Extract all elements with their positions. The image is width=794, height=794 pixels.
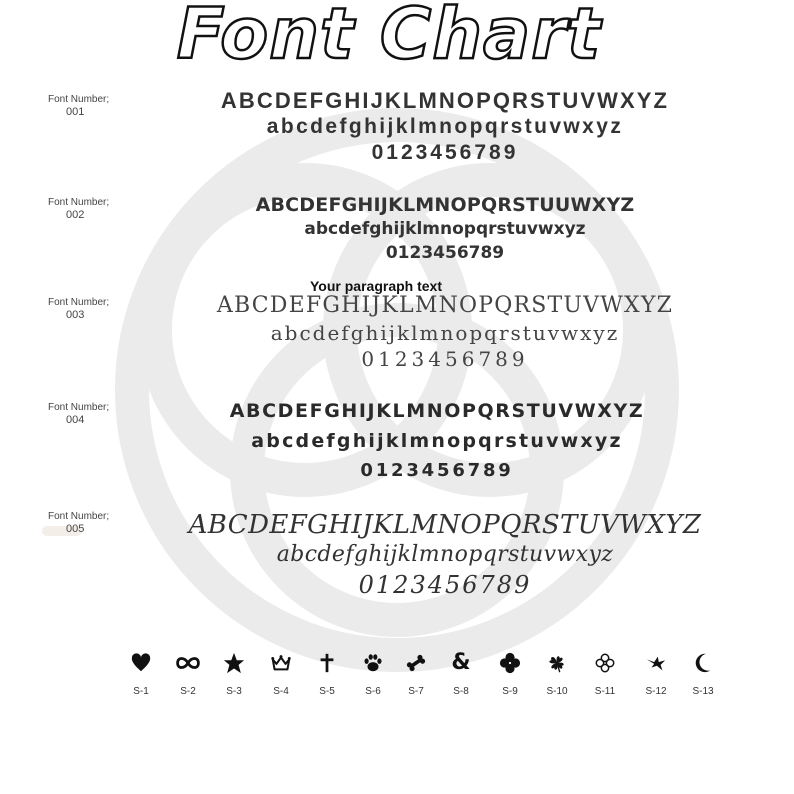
crown-icon (270, 652, 292, 674)
lowercase-sample: abcdefghijklmnopqrstuvwxyz (304, 219, 586, 239)
ampersand-icon: & (451, 650, 471, 675)
heart-icon (130, 652, 152, 674)
font-sample-004 (0, 396, 794, 486)
symbol-item (582, 650, 628, 697)
digits-sample: 0123456789 (361, 347, 529, 371)
uppercase-sample: ABCDEFGHIJKLMNOPQRSTUVWXYZ (188, 510, 702, 540)
font-number: 003 (66, 309, 85, 321)
font-sample-001 (0, 88, 794, 166)
digits-sample: 0123456789 (358, 571, 532, 599)
symbol-code: S-10 (546, 686, 568, 697)
symbol-code: S-2 (180, 686, 196, 697)
symbol-code: S-11 (594, 686, 616, 697)
symbol-item (393, 650, 439, 697)
lowercase-sample: abcdefghijklmnopqrstuvwxyz (266, 115, 624, 138)
clover-outline-icon (594, 652, 616, 674)
digits-sample: 0123456789 (360, 460, 514, 481)
symbol-item (350, 650, 396, 697)
moon-icon (692, 652, 714, 674)
symbol-item (211, 650, 257, 697)
symbol-code: S-12 (645, 686, 667, 697)
font-number: 004 (66, 414, 85, 426)
font-number-label: Font Number; (48, 402, 110, 413)
digits-sample: 0123456789 (371, 141, 519, 164)
symbol-item (633, 650, 679, 697)
symbol-item (487, 650, 533, 697)
symbol-item (258, 650, 304, 697)
clover-icon (546, 652, 568, 674)
font-number: 001 (66, 106, 85, 118)
digits-sample: 0123456789 (385, 243, 505, 263)
font-sample-003 (0, 292, 794, 372)
uppercase-sample: ABCDEFGHIJKLMNOPQRSTUVWXYZ (229, 400, 645, 422)
symbol-code: S-3 (226, 686, 242, 697)
lowercase-sample: abcdefghijklmnopqrstuvwxyz (276, 542, 614, 567)
symbol-code: S-9 (502, 686, 518, 697)
symbol-item (680, 650, 726, 697)
bird-icon (645, 652, 667, 674)
lowercase-sample: abcdefghijklmnopqrstuvwxyz (270, 321, 620, 345)
cross-icon (316, 652, 338, 674)
paragraph-placeholder: Your paragraph text (310, 278, 442, 294)
symbol-code: S-5 (319, 686, 335, 697)
font-number-label: Font Number; (48, 511, 110, 522)
font-number: 005 (66, 523, 85, 535)
font-number-label: Font Number; (48, 94, 110, 105)
uppercase-sample: ABCDEFGHIJKLMNOPQRSTUUWXYZ (255, 194, 635, 216)
font-sample-005 (0, 510, 794, 600)
paw-icon (362, 652, 384, 674)
symbol-code: S-4 (273, 686, 289, 697)
font-sample-002 (0, 192, 794, 266)
symbol-item (165, 650, 211, 697)
lowercase-sample: abcdefghijklmnopqrstuvwxyz (251, 430, 623, 452)
page-title: Font Chart (176, 0, 602, 75)
font-number-label: Font Number; (48, 297, 110, 308)
symbol-code: S-7 (408, 686, 424, 697)
font-number: 002 (66, 209, 85, 221)
flower-icon (499, 652, 521, 674)
uppercase-sample: ABCDEFGHIJKLMNOPQRSTUVWXYZ (216, 293, 674, 318)
symbol-code: S-6 (365, 686, 381, 697)
symbol-item (534, 650, 580, 697)
symbol-item (438, 650, 484, 697)
symbol-code: S-1 (133, 686, 149, 697)
bone-icon (404, 652, 428, 674)
font-number-label: Font Number; (48, 197, 110, 208)
symbol-code: S-8 (453, 686, 469, 697)
symbol-code: S-13 (692, 686, 714, 697)
symbol-item (118, 650, 164, 697)
uppercase-sample: ABCDEFGHIJKLMNOPQRSTUVWXYZ (220, 88, 670, 113)
symbol-item (304, 650, 350, 697)
symbol-chart (118, 650, 728, 710)
star-icon (223, 652, 245, 674)
infinity-icon (175, 652, 201, 674)
